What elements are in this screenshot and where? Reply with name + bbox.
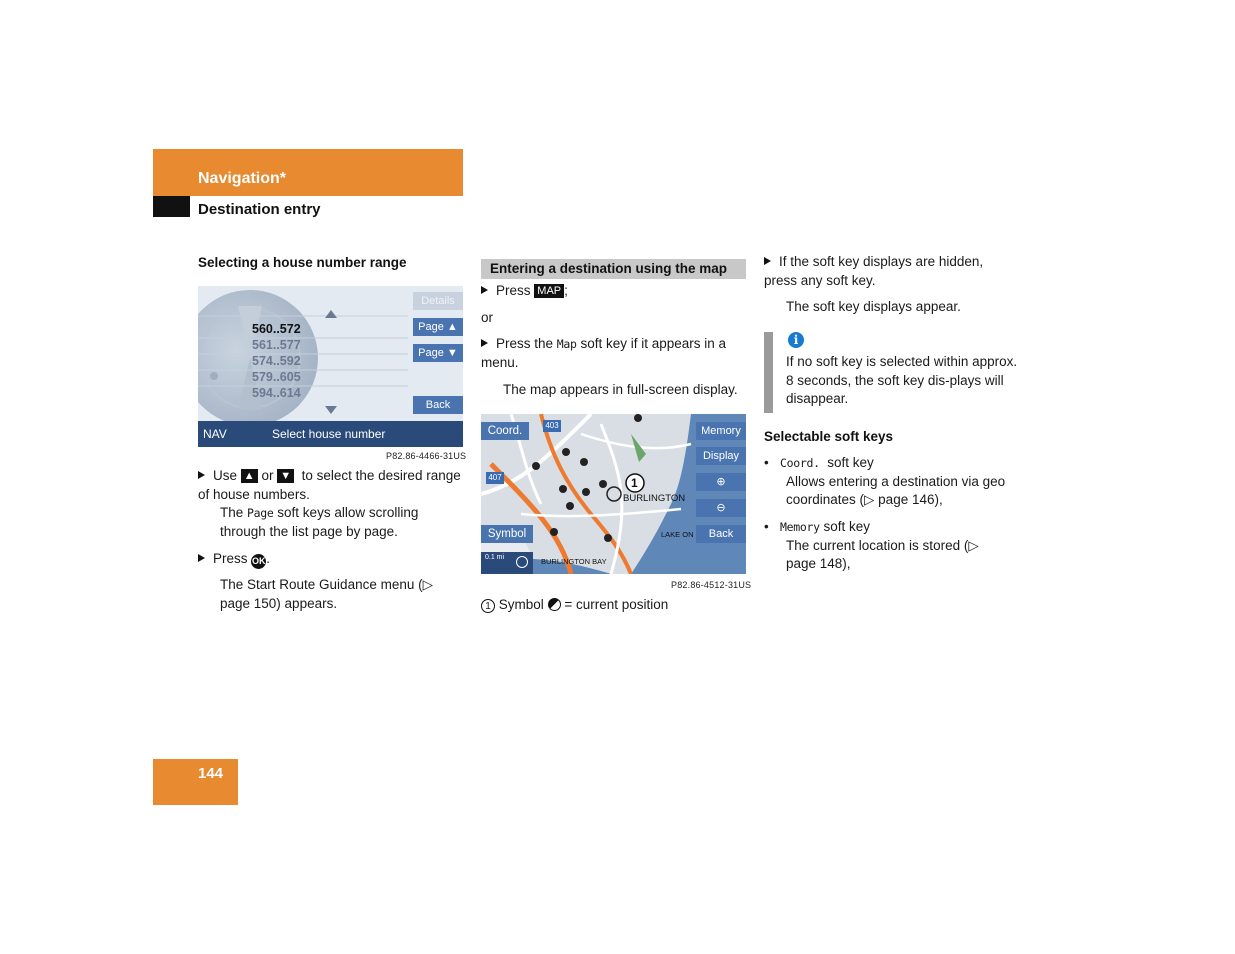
scale-label: 0.1 mi <box>485 554 505 561</box>
info-bar <box>764 332 773 413</box>
list-item[interactable]: 594..614 <box>252 386 301 400</box>
coord-softkey[interactable]: Coord. <box>481 422 529 440</box>
legend-number: 1 <box>481 599 495 613</box>
col2-step2: Press the Map soft key if it appears in a menu. <box>481 336 727 370</box>
col2-heading: Entering a destination using the map <box>481 259 746 279</box>
bullet-arrow-icon <box>481 339 488 347</box>
col2-result: The map appears in full-screen display. <box>503 382 738 397</box>
bullet-arrow-icon <box>198 554 205 562</box>
route-shield-403: 403 <box>543 420 561 432</box>
col1-step2: Press OK. <box>198 550 464 569</box>
col2-step1: Press MAP ; <box>481 282 568 301</box>
back-softkey[interactable]: Back <box>413 396 463 414</box>
up-arrow-key-icon: ▲ <box>241 469 258 483</box>
map-label-burlington: BURLINGTON <box>623 493 686 504</box>
list-item[interactable]: 579..605 <box>252 370 301 384</box>
bullet-dot-icon: • <box>764 455 769 470</box>
col3-heading: Selectable soft keys <box>764 429 894 444</box>
figure-caption: P82.86-4466-31US <box>386 451 467 461</box>
map-label-lake: LAKE ON <box>661 530 694 539</box>
zoom-in-softkey[interactable] <box>696 473 746 491</box>
page-up-softkey[interactable]: Page ▲ <box>413 318 463 336</box>
figure-caption: P82.86-4512-31US <box>671 580 752 590</box>
symbol-softkey[interactable]: Symbol <box>481 525 533 543</box>
status-mode: NAV <box>203 427 227 441</box>
map-screen <box>481 414 746 574</box>
compass-icon <box>516 556 528 568</box>
zoom-out-softkey[interactable] <box>696 499 746 517</box>
list-item[interactable]: 561..577 <box>252 338 301 352</box>
status-bar <box>198 421 463 447</box>
marker-label: 1 <box>631 476 638 490</box>
bullet-arrow-icon <box>481 286 488 294</box>
bullet-arrow-icon <box>764 257 771 265</box>
page-down-softkey[interactable]: Page ▼ <box>413 344 463 362</box>
house-number-screen <box>198 286 463 447</box>
ok-button-icon: OK <box>251 554 266 569</box>
page-number-tab <box>153 759 238 805</box>
page-number: 144 <box>198 765 224 782</box>
back-softkey[interactable]: Back <box>696 525 746 543</box>
softkey-list-item: • Memory soft key The current location is stored (▷ page 148), <box>764 519 979 571</box>
route-shield-407: 407 <box>486 472 504 484</box>
subsection-marker <box>153 196 190 217</box>
memory-softkey[interactable]: Memory <box>696 422 746 440</box>
col3-result: The soft key displays appear. <box>786 299 961 314</box>
list-item[interactable]: 560..572 <box>252 322 301 336</box>
current-position-icon <box>548 598 561 611</box>
list-item[interactable]: 574..592 <box>252 354 301 368</box>
map-legend: 1 Symbol = current position <box>481 596 668 615</box>
zoom-out-icon: ⊖ <box>716 502 726 514</box>
subsection-title: Destination entry <box>198 201 321 218</box>
col3-step1: If the soft key displays are hidden, press any soft key. <box>764 254 984 288</box>
info-text: If no soft key is selected within approx. 8 seconds, the soft key dis-plays will disappear. <box>786 354 1018 406</box>
details-softkey[interactable]: Details <box>413 292 463 310</box>
zoom-in-icon: ⊕ <box>716 476 726 488</box>
col1-step1: Use ▲ or ▼ to select the desired range of house numbers. The Page soft keys allow scrolling through the list page by page. <box>198 468 461 539</box>
bullet-arrow-icon <box>198 471 205 479</box>
col1-result: The Start Route Guidance menu (▷ page 150) appears. <box>220 577 433 611</box>
section-title: Navigation* <box>198 170 287 187</box>
info-icon: i <box>788 332 804 348</box>
col1-heading: Selecting a house number range <box>198 255 407 270</box>
bullet-dot-icon: • <box>764 519 769 534</box>
col2-or: or <box>481 310 494 325</box>
map-label-bay: BURLINGTON BAY <box>541 557 607 566</box>
softkey-list-item: • Coord. soft key Allows entering a destination via geo coordinates (▷ page 146), <box>764 455 1006 507</box>
info-box <box>764 332 1024 413</box>
map-button-icon: MAP <box>534 284 564 298</box>
status-title: Select house number <box>272 427 386 441</box>
map-softkey-label: Map <box>556 337 577 351</box>
display-softkey[interactable]: Display <box>696 447 746 465</box>
down-arrow-key-icon: ▼ <box>277 469 294 483</box>
page-softkey-label: Page <box>247 506 274 520</box>
